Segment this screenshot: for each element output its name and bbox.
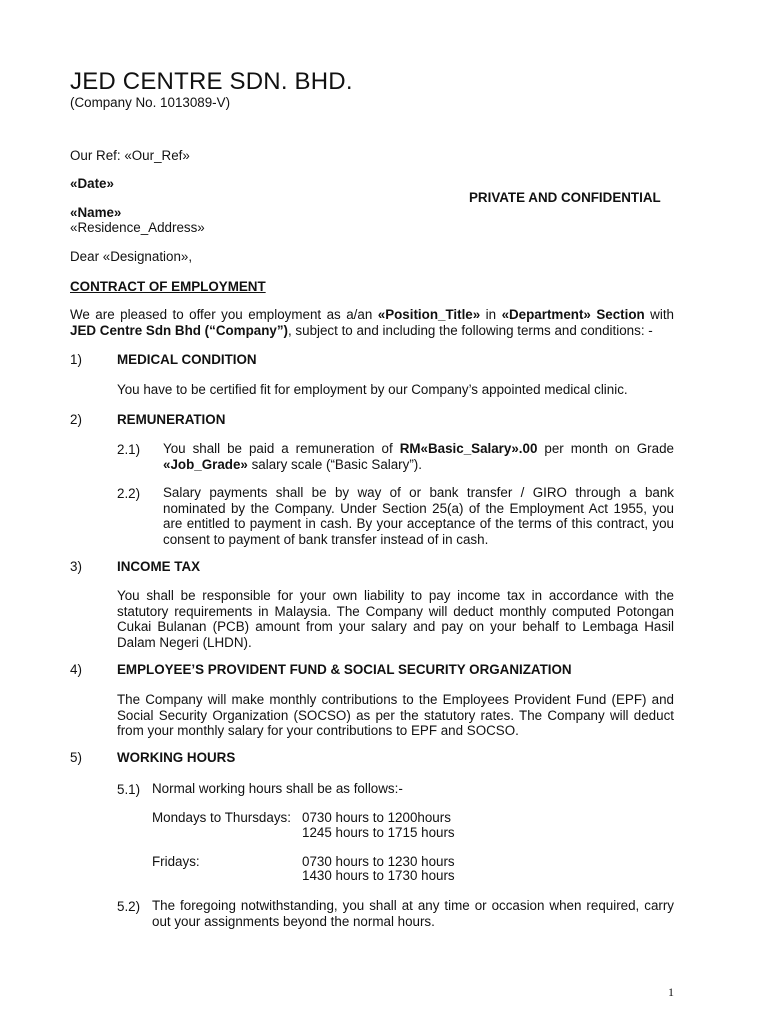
recipient-name: «Name» <box>70 205 122 220</box>
clause-text: Normal working hours shall be as follows:- <box>152 781 403 796</box>
schedule-time: 1430 hours to 1730 hours <box>302 868 455 883</box>
section-text: You shall be responsible for your own liability to pay income tax in accordance with the statutory requirements in Malaysia. The Company will deduct monthly computed Potongan Cukai Bulanan (PCB) amount from your salary and pay on your behalf to Lembaga Hasil Dalam Negeri (LHDN). <box>117 588 674 650</box>
page-number: 1 <box>668 985 674 999</box>
section-heading: INCOME TAX <box>117 559 201 574</box>
section-number: 1) <box>70 352 82 367</box>
company-registration: (Company No. 1013089-V) <box>70 95 231 110</box>
section-text: You have to be certified fit for employment by our Company’s appointed medical clinic. <box>117 382 628 397</box>
section-number: 5) <box>70 750 82 765</box>
schedule-label: Mondays to Thursdays: <box>152 810 291 825</box>
clause-number: 5.1) <box>117 782 141 797</box>
letter-date: «Date» <box>70 176 114 191</box>
schedule-time: 1245 hours to 1715 hours <box>302 825 455 840</box>
clause-number: 2.1) <box>117 442 141 457</box>
section-text: The Company will make monthly contributions to the Employees Provident Fund (EPF) and Social Security Organization (SOCSO) as per the statutory rates. The Company will deduct from your monthly salary for your contributions to EPF and SOCSO. <box>117 692 674 738</box>
clause-number: 2.2) <box>117 486 141 501</box>
schedule-time: 0730 hours to 1230 hours <box>302 854 455 869</box>
confidential-label: PRIVATE AND CONFIDENTIAL <box>469 190 661 205</box>
clause-text: You shall be paid a remuneration of RM«Basic_Salary».00 per month on Grade «Job_Grade» salary scale (“Basic Salary”). <box>163 441 674 472</box>
section-number: 3) <box>70 559 82 574</box>
section-heading: MEDICAL CONDITION <box>117 352 257 367</box>
company-name: JED CENTRE SDN. BHD. <box>70 68 353 95</box>
section-heading: REMUNERATION <box>117 412 226 427</box>
section-number: 4) <box>70 662 82 677</box>
recipient-address: «Residence_Address» <box>70 220 205 235</box>
clause-number: 5.2) <box>117 899 141 914</box>
section-number: 2) <box>70 412 82 427</box>
section-heading: EMPLOYEE’S PROVIDENT FUND & SOCIAL SECURITY ORGANIZATION <box>117 662 572 677</box>
schedule-label: Fridays: <box>152 854 200 869</box>
clause-text: Salary payments shall be by way of or bank transfer / GIRO through a bank nominated by the Company. Under Section 25(a) of the Employment Act 1955, you are entitled to payment in cash. By your acceptance of the terms of this contract, you consent to payment of bank transfer instead of in cash. <box>163 485 674 547</box>
letter-subject: CONTRACT OF EMPLOYMENT <box>70 279 266 294</box>
salutation: Dear «Designation», <box>70 249 193 264</box>
intro-paragraph: We are pleased to offer you employment as a/an «Position_Title» in «Department» Section with JED Centre Sdn Bhd (“Company”), subject to and including the following terms and conditions: - <box>70 307 674 338</box>
schedule-time: 0730 hours to 1200hours <box>302 810 451 825</box>
clause-text: The foregoing notwithstanding, you shall at any time or occasion when required, carry out your assignments beyond the normal hours. <box>152 898 674 929</box>
our-reference: Our Ref: «Our_Ref» <box>70 148 190 163</box>
section-heading: WORKING HOURS <box>117 750 236 765</box>
